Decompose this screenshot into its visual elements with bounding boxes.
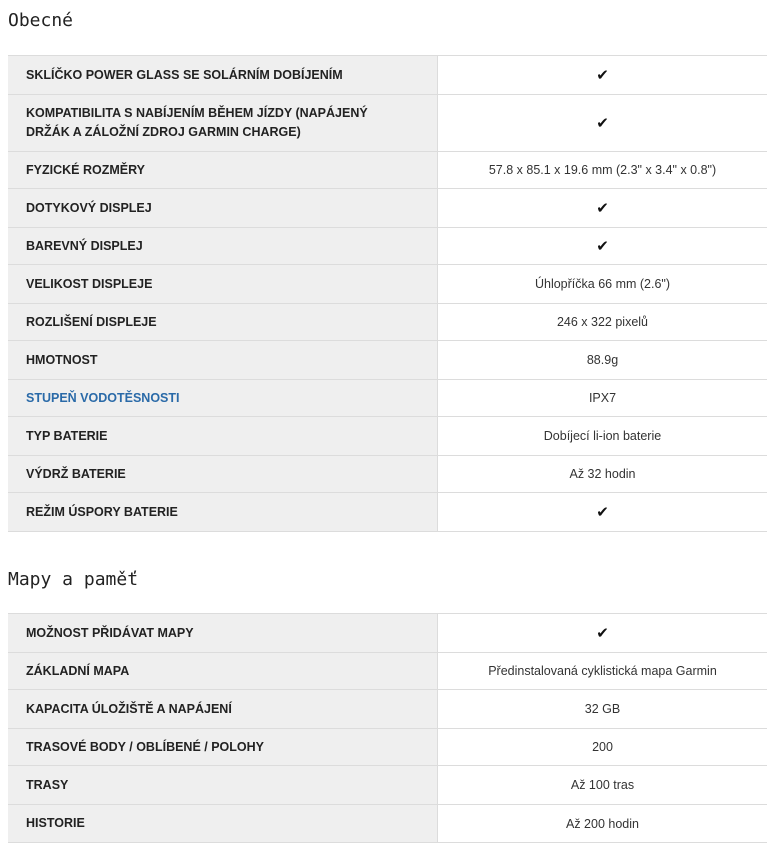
table-row xyxy=(8,417,767,456)
row-value xyxy=(438,56,767,95)
row-label: REŽIM ÚSPORY BATERIE xyxy=(8,493,438,532)
row-value: 246 x 322 pixelů xyxy=(438,304,767,341)
table-row xyxy=(8,265,767,304)
specs-table-maps-memory xyxy=(8,613,767,843)
table-row xyxy=(8,493,767,532)
table-row xyxy=(8,189,767,228)
checkmark-icon: ✔ xyxy=(596,115,609,132)
table-row xyxy=(8,56,767,95)
table-row xyxy=(8,341,767,380)
row-label: FYZICKÉ ROZMĚRY xyxy=(8,152,438,189)
table-row xyxy=(8,805,767,843)
row-label: TRASOVÉ BODY / OBLÍBENÉ / POLOHY xyxy=(8,729,438,766)
table-row xyxy=(8,152,767,189)
row-value: Až 200 hodin xyxy=(438,805,767,843)
row-value: Dobíjecí li-ion baterie xyxy=(438,417,767,456)
section-title-maps-memory: Mapy a paměť xyxy=(8,569,138,590)
row-label: KAPACITA ÚLOŽIŠTĚ A NAPÁJENÍ xyxy=(8,690,438,729)
row-value xyxy=(438,493,767,532)
row-value: Úhlopříčka 66 mm (2.6") xyxy=(438,265,767,304)
row-label: HISTORIE xyxy=(8,805,438,843)
row-value xyxy=(438,614,767,653)
row-label: ROZLIŠENÍ DISPLEJE xyxy=(8,304,438,341)
row-value: IPX7 xyxy=(438,380,767,417)
table-row xyxy=(8,614,767,653)
checkmark-icon: ✔ xyxy=(596,200,609,217)
row-value xyxy=(438,228,767,265)
row-label: DOTYKOVÝ DISPLEJ xyxy=(8,189,438,228)
specs-table-general xyxy=(8,55,767,532)
row-value: Až 32 hodin xyxy=(438,456,767,493)
table-row xyxy=(8,228,767,265)
row-label: BAREVNÝ DISPLEJ xyxy=(8,228,438,265)
row-label: ZÁKLADNÍ MAPA xyxy=(8,653,438,690)
row-label: HMOTNOST xyxy=(8,341,438,380)
checkmark-icon: ✔ xyxy=(596,67,609,84)
row-value: 57.8 x 85.1 x 19.6 mm (2.3" x 3.4" x 0.8") xyxy=(438,152,767,189)
table-row xyxy=(8,690,767,729)
row-label: SKLÍČKO POWER GLASS SE SOLÁRNÍM DOBÍJENÍM xyxy=(8,56,438,95)
row-value: Předinstalovaná cyklistická mapa Garmin xyxy=(438,653,767,690)
table-row xyxy=(8,304,767,341)
table-row xyxy=(8,95,767,152)
row-label: TYP BATERIE xyxy=(8,417,438,456)
table-row xyxy=(8,766,767,805)
row-value: 32 GB xyxy=(438,690,767,729)
row-value: Až 100 tras xyxy=(438,766,767,805)
waterproof-rating-link[interactable]: STUPEŇ VODOTĚSNOSTI xyxy=(8,380,438,417)
row-label: KOMPATIBILITA S NABÍJENÍM BĚHEM JÍZDY (NAPÁJENÝ DRŽÁK A ZÁLOŽNÍ ZDROJ GARMIN CHARGE) xyxy=(8,95,438,152)
table-row xyxy=(8,456,767,493)
row-label: VELIKOST DISPLEJE xyxy=(8,265,438,304)
row-value: 88.9g xyxy=(438,341,767,380)
checkmark-icon: ✔ xyxy=(596,625,609,642)
row-value xyxy=(438,95,767,152)
table-row xyxy=(8,380,767,417)
section-title-general: Obecné xyxy=(8,10,73,31)
row-label: VÝDRŽ BATERIE xyxy=(8,456,438,493)
checkmark-icon: ✔ xyxy=(596,238,609,255)
table-row xyxy=(8,653,767,690)
row-label: MOŽNOST PŘIDÁVAT MAPY xyxy=(8,614,438,653)
row-value: 200 xyxy=(438,729,767,766)
row-value xyxy=(438,189,767,228)
row-label: TRASY xyxy=(8,766,438,805)
table-row xyxy=(8,729,767,766)
checkmark-icon: ✔ xyxy=(596,504,609,521)
